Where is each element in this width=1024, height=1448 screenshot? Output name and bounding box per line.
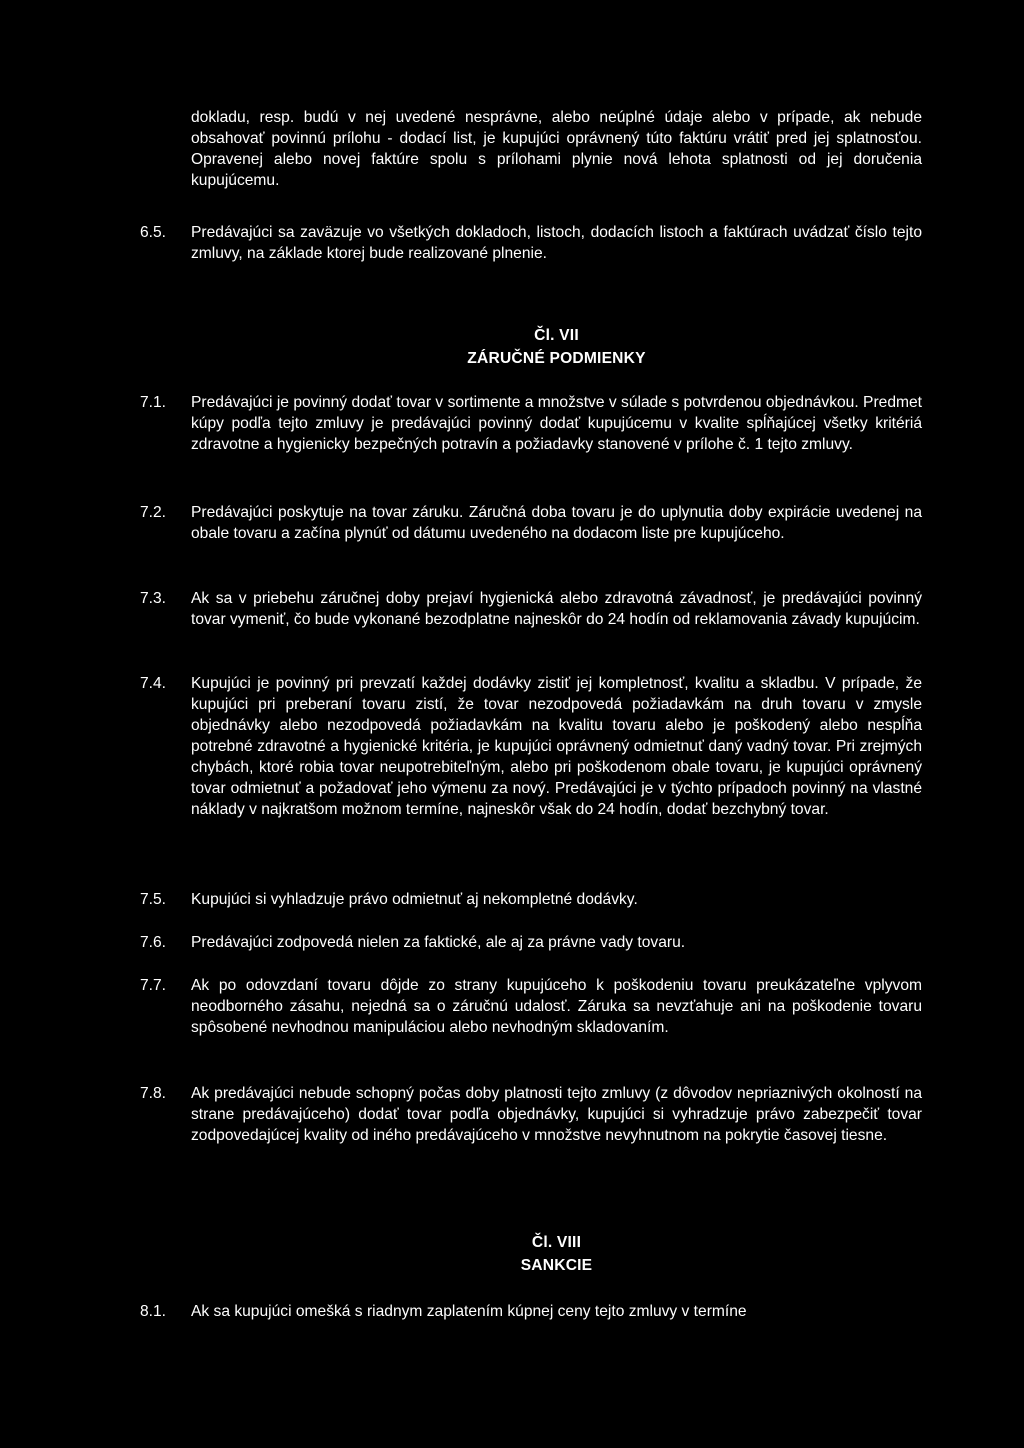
clause-number: 7.5.	[140, 891, 167, 908]
clause-text: Predávajúci poskytuje na tovar záruku. Záručná doba tovaru je do uplynutia doby expirácie uvedenej na obale tovaru a začína plynúť od dátumu uvedeného na dodacom liste pre kupujúceho.	[191, 504, 922, 542]
clause-number: 7.3.	[140, 590, 167, 607]
clause-text: Predávajúci je povinný dodať tovar v sortimente a množstve v súlade s potvrdenou objednávkou. Predmet kúpy podľa tejto zmluvy je predávajúci povinný dodať kupujúcemu v kvalite spĺňajúcej všetky kritériá zdravotne a hygienicky bezpečných potravín a požiadavky stanovené v prílohe č. 1 tejto zmluvy.	[191, 394, 922, 453]
clause-text: Ak predávajúci nebude schopný počas doby platnosti tejto zmluvy (z dôvodov nepriaznivých okolností na strane predávajúceho) dodať tovar podľa objednávky, kupujúci si vyhradzuje právo zabezpečiť tovar zodpovedajúcej kvality od iného predávajúceho v množstve nevyhnutnom na pokrytie časovej tiesne.	[191, 1085, 922, 1144]
clause-7-6	[140, 932, 922, 953]
clause-7-4	[140, 673, 922, 820]
clause-number: 7.7.	[140, 977, 167, 994]
clause-7-2	[140, 502, 922, 544]
article-7-number: Čl. VII	[534, 327, 579, 344]
clause-text: Kupujúci si vyhladzuje právo odmietnuť aj nekompletné dodávky.	[191, 891, 638, 908]
clause-text: Ak sa v priebehu záručnej doby prejaví hygienická alebo zdravotná závadnosť, je predávajúci povinný tovar vymeniť, čo bude vykonané bezodplatne najneskôr do 24 hodín od reklamovania závady kupujúcim.	[191, 590, 922, 628]
paragraph-continuation: dokladu, resp. budú v nej uvedené nesprávne, alebo neúplné údaje alebo v prípade, ak nebude obsahovať povinnú prílohu - dodací list, je kupujúci oprávnený túto faktúru vrátiť pred jej splatnosťou. Opravenej alebo novej faktúre spolu s prílohami plynie nová lehota splatnosti od jej doručenia kupujúcemu.	[191, 109, 922, 189]
article-8-title: SANKCIE	[520, 1257, 593, 1274]
clause-number: 8.1.	[140, 1303, 167, 1320]
article-8-number: Čl. VIII	[531, 1234, 582, 1251]
clause-number: 7.2.	[140, 504, 167, 521]
clause-7-7	[140, 975, 922, 1038]
clause-number: 6.5.	[140, 224, 167, 241]
article-8-heading	[191, 1231, 922, 1277]
clause-8-1	[140, 1301, 922, 1322]
clause-number: 7.6.	[140, 934, 167, 951]
clause-text: Ak po odovzdaní tovaru dôjde zo strany kupujúceho k poškodeniu tovaru preukázateľne vplyvom neodborného zásahu, nejedná sa o záručnú udalosť. Záruka sa nevzťahuje ani na poškodenie tovaru spôsobené nevhodnou manipuláciou alebo nevhodným skladovaním.	[191, 977, 922, 1036]
article-7-title: ZÁRUČNÉ PODMIENKY	[467, 350, 646, 367]
clause-text: Predávajúci sa zaväzuje vo všetkých dokladoch, listoch, dodacích listoch a faktúrach uvádzať číslo tejto zmluvy, na základe ktorej bude realizované plnenie.	[191, 224, 922, 262]
clause-7-1	[140, 392, 922, 455]
clause-6-5	[140, 222, 922, 264]
clause-7-5	[140, 889, 922, 910]
clause-text: Kupujúci je povinný pri prevzatí každej dodávky zistiť jej kompletnosť, kvalitu a skladbu. V prípade, že kupujúci pri preberaní tovaru zistí, že tovar nezodpovedá požiadavkám na druh tovaru v zmysle objednávky alebo nezodpovedá požiadavkám na kvalitu tovaru alebo je poškodený alebo nespĺňa potrebné zdravotné a hygienické kritéria, je kupujúci oprávnený odmietnuť daný vadný tovar. Pri zrejmých chybách, ktoré robia tovar neupotrebiteľným, alebo pri poškodenom obale tovaru, je kupujúci oprávnený tovar odmietnuť a požadovať jeho výmenu za nový. Predávajúci je v týchto prípadoch povinný na vlastné náklady v najkratšom možnom termíne, najneskôr však do 24 hodín, dodať bezchybný tovar.	[191, 675, 922, 818]
clause-text: Ak sa kupujúci omešká s riadnym zaplatením kúpnej ceny tejto zmluvy v termíne	[191, 1303, 747, 1320]
clause-7-8	[140, 1083, 922, 1146]
clause-text: Predávajúci zodpovedá nielen za faktické, ale aj za právne vady tovaru.	[191, 934, 686, 951]
article-7-heading	[191, 324, 922, 370]
clause-number: 7.8.	[140, 1085, 167, 1102]
clause-7-3	[140, 588, 922, 630]
clause-number: 7.4.	[140, 675, 167, 692]
clause-number: 7.1.	[140, 394, 167, 411]
